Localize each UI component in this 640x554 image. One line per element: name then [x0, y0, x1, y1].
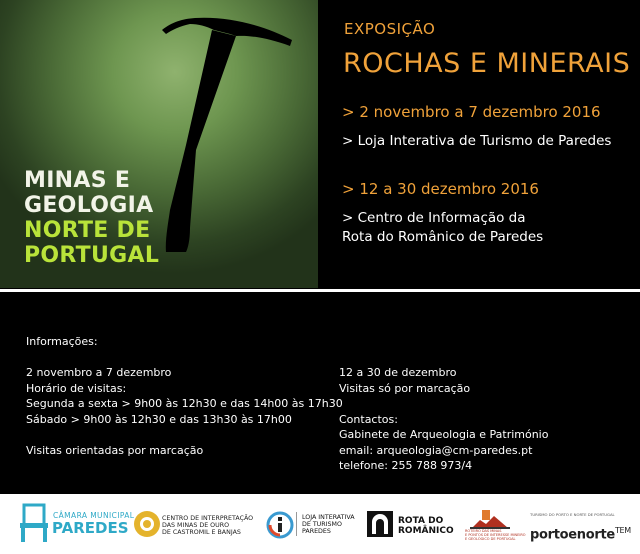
camara-name: PAREDES: [52, 519, 129, 537]
info-right: [339, 365, 548, 474]
hero-panel: [0, 0, 318, 288]
porto-norte-wordmark: portoenorte: [530, 527, 615, 543]
contacts-email[interactable]: email: arqueologia@cm-paredes.pt: [339, 443, 533, 457]
info-left-title: 2 novembro a 7 dezembro: [26, 366, 172, 379]
info-right-line1: Visitas só por marcação: [339, 381, 471, 395]
period2-place-line2: Rota do Românico de Paredes: [342, 229, 544, 245]
roteiro-minas-text: ROTEIRO DAS MINAS E PONTOS DE INTERESSE MINEIRO E GEOLÓGICO DE PORTUGAL: [465, 529, 526, 541]
rota-romanico-text: ROTA DO ROMÂNICO: [398, 516, 454, 536]
info-heading: Informações:: [26, 335, 98, 348]
camara-paredes-chair-icon: [18, 503, 50, 543]
period1-place: > Loja Interativa de Turismo de Paredes: [342, 133, 612, 149]
hero-title-line2: GEOLOGIA: [24, 193, 154, 218]
info-left-line1: Horário de visitas:: [26, 381, 127, 395]
porto-norte-tagline: TURISMO DO PORTO E NORTE DE PORTUGAL: [530, 512, 615, 517]
footer-logos: [0, 494, 640, 554]
info-left-line2: Segunda a sexta > 9h00 às 12h30 e das 14h00 às 17h30: [26, 397, 343, 410]
exhibition-title: ROCHAS E MINERAIS: [343, 48, 631, 79]
hero-title-line4: PORTUGAL: [24, 243, 160, 268]
hero-title: [24, 168, 159, 268]
contacts-org: Gabinete de Arqueologia e Património: [339, 428, 549, 441]
period1-dates: > 2 novembro a 7 dezembro 2016: [342, 103, 601, 121]
porto-norte-logo: [530, 526, 631, 542]
info-left: [26, 334, 343, 458]
roteiro-minas-icon: [470, 508, 510, 530]
porto-norte-tm: TEM: [614, 526, 631, 535]
section-divider: [0, 289, 640, 292]
hero-title-line3: NORTE DE: [24, 218, 151, 243]
hero-title-line1: MINAS E: [24, 168, 131, 193]
info-left-line3: Sábado > 9h00 às 12h30 e das 13h30 às 17h00: [26, 412, 292, 426]
exhibition-kicker: EXPOSIÇÃO: [344, 20, 436, 38]
gold-mines-icon: [133, 510, 161, 538]
info-right-title: 12 a 30 de dezembro: [339, 366, 457, 379]
info-left-note: Visitas orientadas por marcação: [26, 443, 204, 457]
centro-interpretacao-text: CENTRO DE INTERPRETAÇÃO DAS MINAS DE OURO DE CASTROMIL E BANJAS: [162, 515, 254, 536]
camara-label: CÂMARA MUNICIPAL: [53, 511, 135, 520]
rota-romanico-icon: [366, 510, 394, 538]
loja-interativa-icon: [266, 511, 294, 539]
contacts-heading: Contactos:: [339, 412, 398, 426]
logo-separator: [296, 512, 297, 536]
contacts-phone: telefone: 255 788 973/4: [339, 459, 473, 472]
loja-interativa-text: LOJA INTERATIVA DE TURISMO PAREDES: [302, 514, 355, 535]
period2-place-line1: > Centro de Informação da: [342, 210, 526, 226]
period2-dates: > 12 a 30 dezembro 2016: [342, 180, 539, 198]
